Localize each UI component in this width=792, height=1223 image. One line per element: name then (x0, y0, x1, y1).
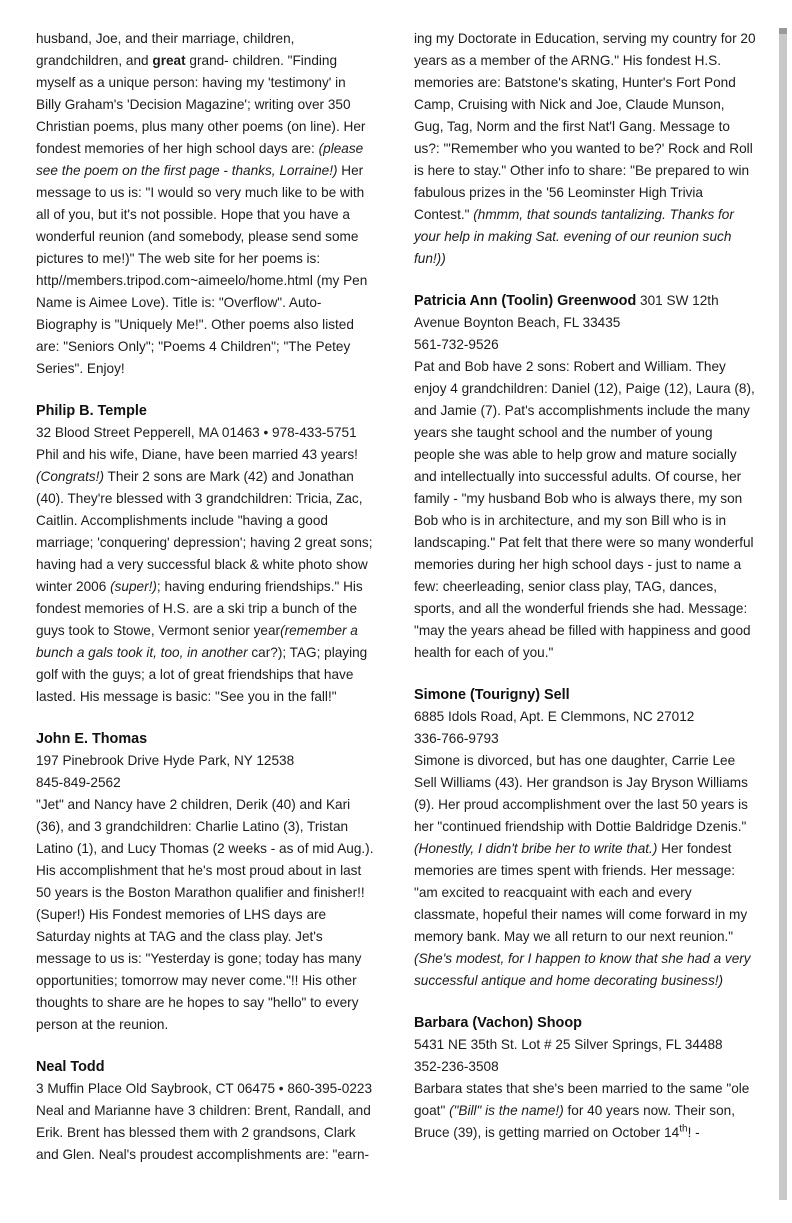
body-text: husband, Joe, and their marriage, children, grandchildren, and (36, 31, 295, 68)
editor-note: (She's modest, for I happen to know that she had a very successful antique and home decorating business!) (414, 951, 751, 988)
left-column (36, 28, 374, 1186)
entry-body: "Jet" and Nancy have 2 children, Derik (40) and Kari (36), and 3 grandchildren: Charlie Latino (3), Tristan Latino (1), and Lucy Thomas (2 weeks - as of mid Aug.). His accomplishment that he's most proud about in last 50 years is the Boston Marathon qualifier and finisher!! (Super!) His Fondest memories of LHS days are Saturday nights at TAG and the class play. Jet's message to us is: "Yesterday is gone; today has many opportunities; tomorrow may never come."!! His other thoughts to share are he hopes to say "hello" to every person at the reunion. (36, 797, 374, 1032)
classmate-address: 197 Pinebrook Drive Hyde Park, NY 12538 (36, 753, 295, 768)
entry-philip-temple (36, 400, 374, 708)
classmate-name: Simone (Tourigny) Sell (414, 687, 570, 703)
entry-john-thomas (36, 728, 374, 1036)
classmate-address: 3 Muffin Place Old Saybrook, CT 06475 • 860-395-0223 (36, 1081, 373, 1096)
entry-body (414, 28, 756, 270)
page-edge-bar (779, 34, 787, 1200)
entry-body (36, 28, 374, 380)
body-text: Phil and his wife, Diane, have been married 43 years! (36, 447, 358, 462)
entry-body: Neal and Marianne have 3 children: Brent, Randall, and Erik. Brent has blessed them with 2 grandsons, Clark and Glen. Neal's proudest accomplishments are: "earn- (36, 1103, 371, 1162)
body-text: Their 2 sons are Mark (42) and Jonathan (40). They're blessed with 3 grandchildren: Tricia, Zac, Caitlin. Accomplishments include "having a good marriage; 'conquering' depression'; having 2 great sons; having had a very successful black & white photo show winter 2006 (36, 469, 373, 594)
entry-patricia-greenwood (414, 290, 756, 664)
editor-note: (Congrats!) (36, 469, 104, 484)
classmate-address: 6885 Idols Road, Apt. E Clemmons, NC 27012 (414, 709, 695, 724)
editor-note: (Honestly, I didn't bribe her to write that.) (414, 841, 658, 856)
classmate-phone: 561-732-9526 (414, 337, 499, 352)
entry-body (414, 750, 756, 992)
classmate-address: 301 SW 12th Avenue Boynton Beach, FL 33435 (414, 293, 719, 330)
classmate-address: 5431 NE 35th St. Lot # 25 Silver Springs, FL 34488 (414, 1037, 723, 1052)
classmate-name: Philip B. Temple (36, 403, 147, 419)
classmate-phone: 336-766-9793 (414, 731, 499, 746)
entry-body (414, 1078, 756, 1144)
entry-simone-sell (414, 684, 756, 992)
classmate-name: Neal Todd (36, 1059, 105, 1075)
classmate-name: Patricia Ann (Toolin) Greenwood (414, 293, 637, 309)
entry-continued-left (36, 28, 374, 380)
body-text: Simone is divorced, but has one daughter, Carrie Lee Sell Williams (43). Her grandson is Jay Bryson Williams (9). Her proud accomplishment over the last 50 years is her "continued friendship with Dottie Baldridge Dzenis." (414, 753, 748, 834)
ordinal-suffix: th (679, 1123, 688, 1135)
entry-neal-todd (36, 1056, 374, 1166)
right-column (414, 28, 756, 1164)
body-text: Her message to us is: "I would so very much like to be with all of you, but it's not possible. Hope that you have a wonderful reunion (and somebody, please send some pictures to me!)" The web site for her poems is: http//members.tripod.com~aimeelo/home.html (my Pen Name is Aimee Love). Title is: "Overflow". Auto-Biography is "Uniquely Me!". Other poems also listed are: "Seniors Only"; "Poems 4 Children"; "The Petey Series". Enjoy! (36, 163, 368, 376)
entry-body (36, 444, 374, 708)
editor-note: (please see the poem on the first page - thanks, Lorraine!) (36, 141, 364, 178)
body-text: grand- children. "Finding myself as a unique person: having my 'testimony' in Billy Graham's 'Decision Magazine'; writing over 350 Christian poems, plus many other poems (on line). Her fondest memories of her high school days are: (36, 53, 366, 156)
classmate-phone: 352-236-3508 (414, 1059, 499, 1074)
entry-body: Pat and Bob have 2 sons: Robert and William. They enjoy 4 grandchildren: Daniel (12), Paige (12), Laura (8), and Jamie (7). Pat's accomplishments include the many years she taught school and the number of young people she was able to help grow and mature socially and intellectually into successful adults. Of course, her family - "my husband Bob who is always there, my son Bob who is in architecture, and my son Bill who is in landscaping." Pat felt that there were so many wonderful memories during her high school days - just to name a few: cheerleading, senior class play, TAG, dances, sports, and all the wonderful friends she had. Message: "may the years ahead be filled with happiness and good health for each of you." (414, 359, 755, 660)
body-text: ; having enduring friendships." His fondest memories of H.S. are a ski trip a bunch of the guys took to Stowe, Vermont senior year (36, 579, 363, 638)
body-text: Her fondest memories are times spent with friends. Her message: "am excited to reacquaint with each and every classmate, hopeful their names will come forward in my memory bank. May we all return to our next reunion." (414, 841, 748, 944)
body-text: ! - (687, 1125, 700, 1140)
body-bold: great (152, 53, 186, 68)
entry-continued-right (414, 28, 756, 270)
classmate-name: John E. Thomas (36, 731, 148, 747)
editor-note: (remember a bunch a gals took it, too, in another (36, 623, 358, 660)
classmate-phone: 845-849-2562 (36, 775, 121, 790)
editor-note: (hmmm, that sounds tantalizing. Thanks for your help in making Sat. evening of our reunion such fun!)) (414, 207, 734, 266)
name-and-address (414, 290, 756, 334)
body-text: for 40 years now. Their son, Bruce (39), is getting married on October 14 (414, 1103, 736, 1140)
editor-note: ("Bill" is the name!) (449, 1103, 564, 1118)
body-text: Barbara states that she's been married to the same "ole goat" (414, 1081, 750, 1118)
entry-barbara-shoop (414, 1012, 756, 1144)
editor-note: (super!) (110, 579, 157, 594)
body-text: car?); TAG; playing golf with the guys; a lot of great friendships that have lasted. His message is basic: "See you in the fall!" (36, 645, 368, 704)
classmate-name: Barbara (Vachon) Shoop (414, 1015, 582, 1031)
body-text: ing my Doctorate in Education, serving my country for 20 years as a member of the ARNG." His fondest H.S. memories are: Batstone's skating, Hunter's Fort Pond Camp, Cruising with Nick and Joe, Claude Munson, Gug, Tag, Norm and the first Nat'l Gang. Message to us?: "'Remember who you wanted to be?' Rock and Roll is here to stay." Other info to share: "Be prepared to win fabulous prizes in the '56 Leominster High Trivia Contest." (414, 31, 756, 222)
classmate-address: 32 Blood Street Pepperell, MA 01463 • 978-433-5751 (36, 425, 357, 440)
